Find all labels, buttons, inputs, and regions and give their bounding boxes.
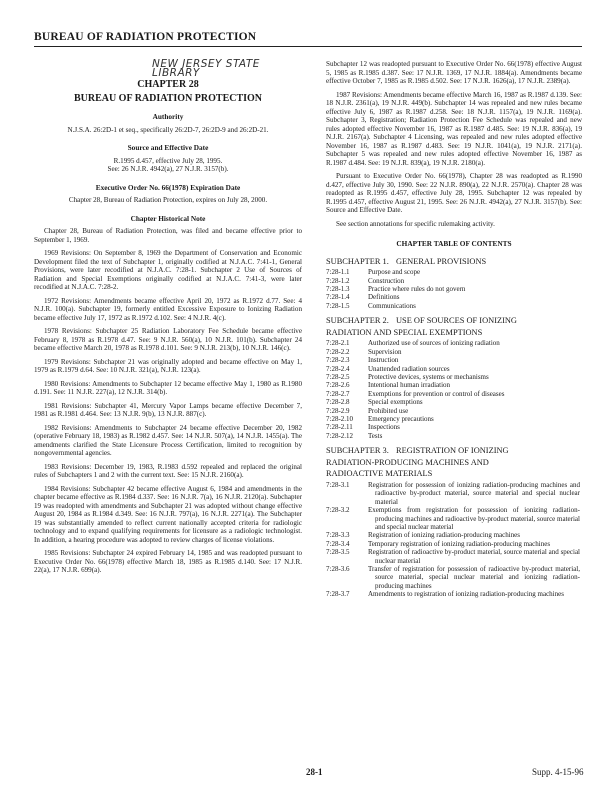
toc-entry[interactable]: [326, 365, 582, 373]
authority-text: N.J.S.A. 26:2D-1 et seq., specifically 26:2D-7, 26:2D-9 and 26:2D-21.: [67, 125, 269, 134]
section-title: Supervision: [368, 347, 402, 356]
history-paragraphs: [34, 227, 302, 575]
history-heading: Chapter Historical Note: [130, 213, 206, 223]
section-number: 7:28-1.5: [326, 301, 350, 310]
section-number: 7:28-2.6: [326, 381, 350, 390]
history-paragraph: Subchapter 12 was readopted pursuant to Executive Order No. 66(1978) effective August 5, 1985 as R.1985 d.387. See: 17 N.J.R. 1369, 17 N.J.R. 1884(a). Amendments became effective October 7, 1985 as R.1985 d.502. See: 17 N.J.R. 1626(a), 17 N.J.R. 2389(a).: [326, 60, 582, 85]
section-title: Exemptions from registration for possession of ionizing radiation-producing machines and radioactive by-product material, source material and special nuclear material: [368, 506, 580, 531]
toc-entry[interactable]: [326, 540, 582, 548]
section-number: 7:28-2.12: [326, 431, 354, 440]
supplement-date: Supp. 4-15-96: [532, 767, 584, 777]
section-title: Instruction: [368, 356, 399, 365]
history-paragraph: 1969 Revisions: On September 8, 1969 the Department of Conservation and Economic Development filed the text of Subchapter 1, originally codified at N.J.A.C. 7:41-1, General Provisions, were later recodified at N.J.A.C. 7:28-1. Subchapter 2 Use of Sources of Radiation and Special Exemptions originally codified at N.J.A.C. 7:41-3, were later recodified at N.J.A.C. 7:28-2.: [34, 249, 302, 291]
toc-entry[interactable]: [326, 285, 582, 293]
section-number: 7:28-2.2: [326, 347, 350, 356]
toc-entry[interactable]: [326, 339, 582, 347]
chapter-number: CHAPTER 28: [137, 79, 199, 90]
section-title: Inspections: [368, 423, 400, 432]
toc-entry[interactable]: [326, 381, 582, 389]
section-number: 7:28-3.2: [326, 506, 350, 515]
history-paragraph: Pursuant to Executive Order No. 66(1978), Chapter 28 was readopted as R.1990 d.427, effective July 30, 1990. See: 22 N.J.R. 890(a), 22 N.J.R. 2570(a). Chapter 28 was readopted as R.1995 d.457, effective July 28, 1995. Subchapter 12 was repealed by R.1995 d.457, effective August 21, 1995. See: 26 N.J.R. 4942(a), 27 N.J.R. 3157(b). See: Source and Effective Date.: [326, 172, 582, 214]
toc-entry[interactable]: [326, 565, 582, 590]
section-title: Prohibited use: [368, 406, 409, 415]
section-number: 7:28-2.4: [326, 364, 350, 373]
subchapter-title: [326, 257, 582, 267]
history-paragraph: 1982 Revisions: Amendments to Subchapter 24 became effective December 20, 1982 (operative February 18, 1983) as R.1982 d.457. See: 14 N.J.R. 507(a), 14 N.J.R. 1455(a). The amendments clarified the State Licensure Process Certification, limited to recognition by nongovernmental agencies.: [34, 423, 302, 457]
toc-entry[interactable]: [326, 548, 582, 565]
toc-entry[interactable]: [326, 356, 582, 364]
section-number: 7:28-2.9: [326, 406, 350, 415]
section-number: 7:28-2.8: [326, 398, 350, 407]
section-title: Purpose and scope: [368, 268, 421, 277]
subchapter-name: GENERAL PROVISIONS: [396, 256, 487, 266]
toc-entry[interactable]: [326, 415, 582, 423]
section-number: 7:28-2.5: [326, 372, 350, 381]
history-paragraph: 1981 Revisions: Subchapter 41, Mercury Vapor Lamps became effective December 7, 1981 as R.1981 d.464. See: 13 N.J.R. 9(b), 13 N.J.R. 887(c).: [34, 401, 302, 418]
section-title: Exemptions for prevention or control of diseases: [368, 389, 505, 398]
toc-entry[interactable]: [326, 531, 582, 539]
section-number: 7:28-1.2: [326, 276, 350, 285]
subchapter-name-continued: RADIOACTIVE MATERIALS: [326, 469, 433, 479]
toc-entry[interactable]: [326, 432, 582, 440]
section-number: 7:28-2.3: [326, 356, 350, 365]
history-paragraph: Chapter 28, Bureau of Radiation Protection, was filed and became effective prior to September 1, 1969.: [34, 227, 302, 244]
section-number: 7:28-3.5: [326, 548, 350, 557]
toc-entry[interactable]: [326, 293, 582, 301]
history-paragraph: 1980 Revisions: Amendments to Subchapter 12 became effective May 1, 1980 as R.1980 d.191. See: 11 N.J.R. 227(a), 12 N.J.R. 314(b).: [34, 379, 302, 396]
table-of-contents: [326, 257, 582, 599]
right-column: [326, 60, 582, 599]
page-number: 28-1: [306, 767, 323, 777]
running-head: BUREAU OF RADIATION PROTECTION: [34, 31, 257, 43]
subchapter-title: [326, 446, 582, 456]
section-title: Construction: [368, 276, 405, 285]
subchapter-number: SUBCHAPTER 1.: [326, 256, 389, 266]
left-column: [34, 60, 302, 580]
section-title: Definitions: [368, 293, 400, 302]
history-paragraph: 1983 Revisions: December 19, 1983, R.1983 d.592 repealed and replaced the original rules of Subchapters 1 and 2 with the current text. See: 15 N.J.R. 2160(a).: [34, 462, 302, 479]
toc-entry[interactable]: [326, 348, 582, 356]
chapter-title: BUREAU OF RADIATION PROTECTION: [73, 92, 263, 104]
expiration-heading: Executive Order No. 66(1978) Expiration Date: [95, 182, 241, 192]
source-line-1: R.1995 d.457, effective July 28, 1995.: [113, 156, 223, 165]
section-title: Transfer of registration for possession of radioactive by-product material, source material, special nuclear material and ionizing radiation-producing machines: [368, 565, 580, 590]
toc-entry[interactable]: [326, 407, 582, 415]
section-number: 7:28-1.3: [326, 284, 350, 293]
toc-entry[interactable]: [326, 390, 582, 398]
header-rule: [34, 46, 582, 47]
source-line-2: See: 26 N.J.R. 4942(a), 27 N.J.R. 3157(b).: [107, 165, 229, 173]
history-paragraph: 1985 Revisions: Subchapter 24 expired February 14, 1985 and was readopted pursuant to Executive Order No. 66(1978) effective March 18, 1985 as R.1985 d.140. See: 17 N.J.R. 22(a), 17 N.J.R. 699(a).: [34, 549, 302, 574]
toc-entry[interactable]: [326, 302, 582, 310]
library-stamp: NEW JERSEY STATE LIBRARY: [152, 58, 260, 79]
section-number: 7:28-3.6: [326, 565, 350, 574]
subchapter-number: SUBCHAPTER 2.: [326, 316, 389, 326]
subchapter-name: USE OF SOURCES OF IONIZING: [396, 316, 517, 326]
toc-entry[interactable]: [326, 481, 582, 506]
section-number: 7:28-2.10: [326, 414, 354, 423]
subchapter-name-continued: RADIATION-PRODUCING MACHINES AND: [326, 457, 489, 467]
section-title: Amendments to registration of ionizing radiation-producing machines: [368, 590, 564, 599]
toc-entry[interactable]: [326, 277, 582, 285]
history-paragraph: See section annotations for specific rulemaking activity.: [336, 219, 495, 228]
section-title: Practice where rules do not govern: [368, 284, 466, 293]
subchapter-number: SUBCHAPTER 3.: [326, 446, 389, 456]
toc-entry[interactable]: [326, 268, 582, 276]
section-number: 7:28-3.1: [326, 480, 350, 489]
history-paragraph: 1979 Revisions: Subchapter 21 was originally adopted and became effective on May 1, 1979 as R.1979 d.64. See: 10 N.J.R. 321(a), N.J.R. 123(a).: [34, 357, 302, 374]
section-title: Special exemptions: [368, 398, 423, 407]
history-paragraph: 1978 Revisions: Subchapter 25 Radiation Laboratory Fee Schedule became effective February 8, 1978 as R.1978 d.47. See: 9 N.J.R. 560(a), 10 N.J.R. 101(b). Subchapter 24 became effective March 20, 1978 as R.1978 d.101. See: 9 N.J.R. 213(b), 10 N.J.R. 146(c).: [34, 327, 302, 352]
section-title: Intentional human irradiation: [368, 381, 451, 390]
expiration-text: Chapter 28, Bureau of Radiation Protection, expires on July 28, 2000.: [68, 196, 268, 204]
history-paragraph: 1972 Revisions: Amendments became effective April 20, 1972 as R.1972 d.77. See: 4 N.J.R. 100(a). Subchapter 19, formerly entitled Excessive Exposure to Ionizing Radiation became effective July 17, 1972 as R.1972 d.102. See: 4 N.J.R. 4(c).: [34, 296, 302, 322]
history-paragraph: 1984 Revisions: Subchapter 42 became effective August 6, 1984 and amendments in the chapter became effective as R.1984 d.337. See: 16 N.J.R. 7(a), 16 N.J.R. 2120(a). Subchapter 19 was readopted with amendments and Subchapter 21 was adopted without change effective August 20, 1984 as R.1984 d.349. See: 16 N.J.R. 797(a), 16 N.J.R. 2271(a). The Subchapter 19 was substantially amended to reflect current nationally accepted criteria for radiologic technology and to expand qualifying requirements for licensure as a radiologic technologist. In addition, a hearing procedure was adopted to review charges of license violations.: [34, 484, 302, 544]
section-title: Protective devices, systems or mechanisms: [368, 372, 489, 381]
section-number: 7:28-2.11: [326, 423, 353, 432]
section-number: 7:28-2.7: [326, 389, 350, 398]
section-number: 7:28-3.7: [326, 590, 350, 599]
section-title: Unattended radiation sources: [368, 364, 450, 373]
section-number: 7:28-3.4: [326, 539, 350, 548]
toc-entry[interactable]: [326, 506, 582, 531]
source-heading: Source and Effective Date: [127, 143, 209, 152]
section-title: Tests: [368, 431, 383, 440]
authority-heading: Authority: [152, 112, 184, 121]
section-title: Authorized use of sources of ionizing radiation: [368, 339, 500, 348]
section-title: Registration for possession of ionizing radiation-producing machines and radioactive by-product material, source material and special nuclear material: [368, 480, 580, 506]
toc-entry[interactable]: [326, 590, 582, 598]
section-number: 7:28-3.3: [326, 531, 350, 540]
section-number: 7:28-1.1: [326, 268, 350, 277]
toc-entry[interactable]: [326, 373, 582, 381]
subchapter-block: [326, 446, 582, 598]
section-title: Registration of radioactive by-product material, source material and special nuclear material: [368, 548, 580, 565]
subchapter-name-continued: RADIATION AND SPECIAL EXEMPTIONS: [326, 327, 483, 337]
subchapter-title: [326, 316, 582, 326]
section-number: 7:28-2.1: [326, 339, 350, 348]
subchapter-block: [326, 316, 582, 440]
section-title: Registration of ionizing radiation-producing machines: [368, 531, 521, 540]
section-title: Temporary registration of ionizing radiation-producing machines: [368, 539, 551, 548]
section-number: 7:28-1.4: [326, 293, 350, 302]
toc-entry[interactable]: [326, 423, 582, 431]
section-title: Emergency precautions: [368, 414, 434, 423]
history-paragraph: 1987 Revisions: Amendments became effective March 16, 1987 as R.1987 d.139. See: 18 N.J.R. 2361(a), 19 N.J.R. 449(b). Subchapter 14 was repealed and new rules became effective July 6, 1987 as R.1987 d.258. See: 18 N.J.R. 1157(a), 19 N.J.R. 1169(a). Subchapter 3, Registration; Radiation Protection Fee Schedule was repealed and new rules adopted effective November 16, 1987 as R.1987 d.485. See: 19 N.J.R. 836(a), 19 N.J.R. 2167(a). Subchapter 4 Licensing, was repealed and new rules adopted effective November 16, 1987 as R.1987 d.483. See: 19 N.J.R. 1041(a), 19 N.J.R. 2171(a). Subchapter 5 was repealed and new rules adopted effective November 16, 1987 as R.1987 d.484. See: 19 N.J.R. 839(a), 19 N.J.R. 2180(a).: [326, 90, 582, 167]
toc-title: CHAPTER TABLE OF CONTENTS: [396, 239, 512, 248]
toc-entry[interactable]: [326, 398, 582, 406]
subchapter-name: REGISTRATION OF IONIZING: [396, 446, 509, 456]
subchapter-block: [326, 257, 582, 311]
section-title: Communications: [368, 301, 416, 310]
